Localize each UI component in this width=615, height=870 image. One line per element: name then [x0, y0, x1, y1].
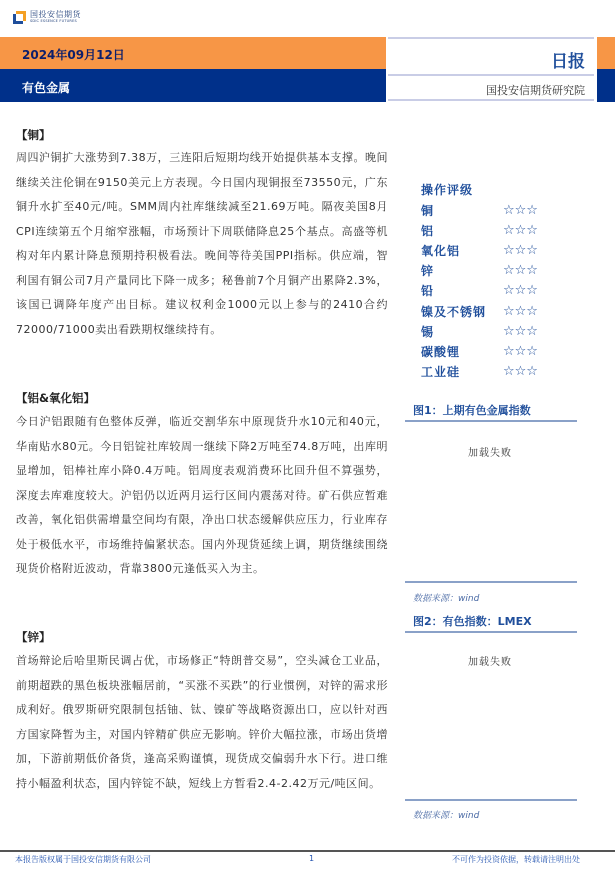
section-body-copper: 周四沪铜扩大涨势到7.38万，三连阳后短期均线开始提供基本支撑。晚间继续关注伦铜在9150美元上方表现。今日国内现铜报至73550元，广东铜升水扩至40元/吨。SMM周内社库继续减至21.69万吨。隔夜美国8月CPI连续第五个月缩窄涨幅，市场预计下周联储降息25个基点。高盛等机构对年内累计降息预期持积极看法。晚间等待美国PPI指标。供应端，智利国有铜公司7月产量同比下降一成多；秘鲁前7个月铜产出累降2.3%，该国已调降年度产出目标。建议权利金1000元以上参与的2410合约72000/71000卖出看跌期权继续持有。 [16, 151, 388, 336]
footer-copyright: 本报告版权属于国投安信期货有限公司 [15, 855, 151, 864]
logo-name-en: SDIC ESSENCE FUTURES [30, 19, 77, 24]
section-body-aluminum: 今日沪铝跟随有色整体反弹，临近交割华东中原现货升水10元和40元，华南贴水80元。今日铝锭社库较周一继续下降2万吨至74.8万吨，出库明显增加，铝棒社库小降0.4万吨。铝周度表观消费环比回升但不算强势，深度去库难度较大。沪铝仍以近两月运行区间内震荡对待。矿石供应暂难改善，氧化铝供需增量空间均有限，净出口状态缓解供应压力，行业库存处于极低水平，市场维持偏紧状态。国内外现货延续上调，期货继续围绕现货价格附近波动，背靠3800元逢低买入为主。 [16, 415, 388, 575]
star-rating-icon: ☆☆☆ [503, 343, 538, 359]
rating-row-copper: 铜 ☆☆☆ [421, 202, 538, 218]
star-rating-icon: ☆☆☆ [503, 364, 538, 380]
star-rating-icon: ☆☆☆ [503, 303, 538, 319]
rating-row-tin: 锡 ☆☆☆ [421, 323, 538, 339]
divider [388, 99, 594, 101]
section-heading-copper: 【铜】 [16, 128, 51, 142]
figure-2-load-failed: 加载失败 [468, 657, 512, 668]
rating-row-aluminum: 铝 ☆☆☆ [421, 222, 538, 238]
logo-mark-icon [13, 11, 26, 24]
figure-1-load-failed: 加载失败 [468, 448, 512, 459]
divider [405, 799, 577, 801]
rating-title: 操作评级 [421, 183, 474, 197]
section-heading-zinc: 【锌】 [16, 630, 51, 644]
rating-row-nickel: 镍及不锈钢 ☆☆☆ [421, 303, 538, 319]
rating-row-zinc: 锌 ☆☆☆ [421, 263, 538, 279]
institute-name: 国投安信期货研究院 [486, 84, 585, 97]
star-rating-icon: ☆☆☆ [503, 263, 538, 279]
divider [405, 581, 577, 583]
star-rating-icon: ☆☆☆ [503, 222, 538, 238]
report-date: 2024年09月12日 [22, 48, 125, 62]
section-heading-aluminum: 【铝&氧化铝】 [16, 391, 96, 405]
divider [388, 37, 594, 39]
divider [388, 74, 594, 76]
rating-row-lithium-carbonate: 碳酸锂 ☆☆☆ [421, 343, 538, 359]
section-body-zinc: 首场辩论后哈里斯民调占优，市场修正“特朗普交易”，空头减仓工业品，前期超跌的黑色板块涨幅居前，“买涨不买跌”的行业惯例，对锌的需求形成利好。俄罗斯研究限制包括铀、钛、镍矿等战略资源出口，应以针对西方国家降暂为主，对国内锌精矿供应无影响。锌价大幅拉涨，市场出货增加，下游前期低价备货，逢高采购谨慎，现货成交偏弱升水下行。进口维持小幅盈利状态，国内锌锭不缺，短线上方暂看2.4-2.42万元/吨区间。 [16, 654, 388, 790]
page-number: 1 [309, 854, 315, 863]
star-rating-icon: ☆☆☆ [503, 323, 538, 339]
company-logo [13, 11, 81, 24]
logo-name-cn: 国投安信期货 [30, 10, 81, 20]
footer-divider [0, 850, 615, 852]
rating-row-industrial-silicon: 工业硅 ☆☆☆ [421, 364, 538, 380]
star-rating-icon: ☆☆☆ [503, 242, 538, 258]
figure-2-source: 数据来源：wind [413, 811, 480, 821]
report-type: 日报 [551, 52, 585, 72]
star-rating-icon: ☆☆☆ [503, 283, 538, 299]
report-sector: 有色金属 [22, 81, 71, 95]
figure-1-title: 图1：上期有色金属指数 [413, 404, 531, 417]
rating-list [421, 200, 601, 382]
figure-2-title: 图2：有色指数：LMEX [413, 615, 532, 628]
figure-1-source: 数据来源：wind [413, 594, 480, 604]
divider [405, 631, 577, 633]
footer-disclaimer: 不可作为投资依据，转载请注明出处 [452, 855, 580, 864]
report-title-block [386, 37, 597, 102]
rating-row-lead: 铅 ☆☆☆ [421, 283, 538, 299]
rating-row-alumina: 氧化铝 ☆☆☆ [421, 242, 538, 258]
star-rating-icon: ☆☆☆ [503, 202, 538, 218]
divider [405, 420, 577, 422]
